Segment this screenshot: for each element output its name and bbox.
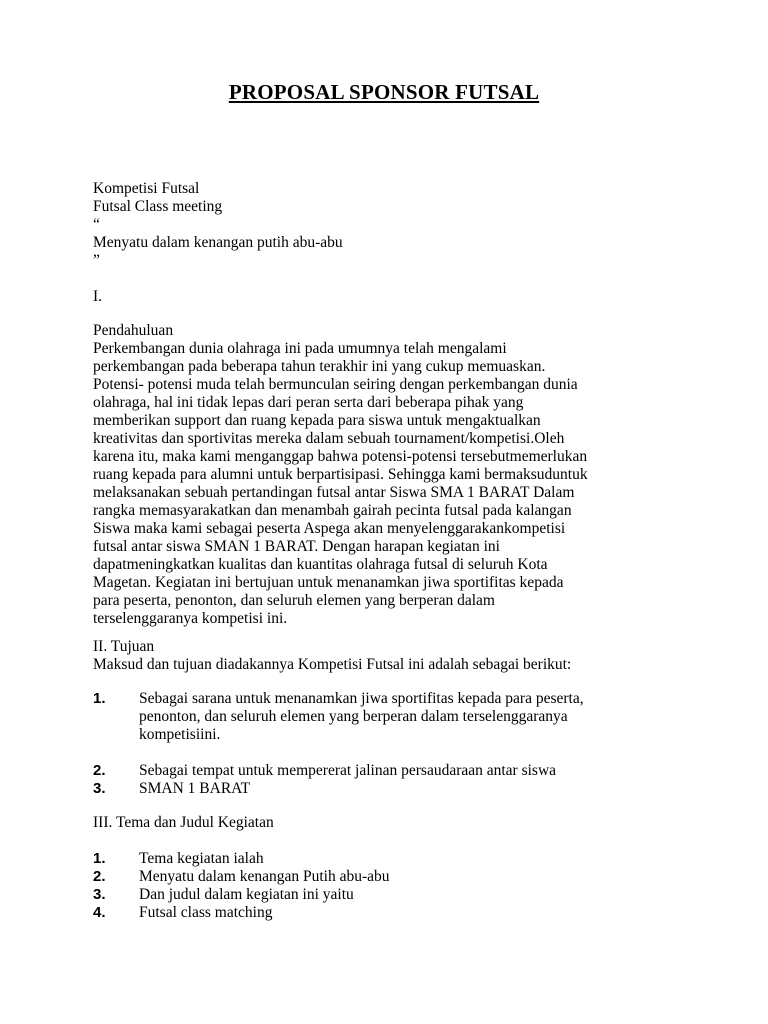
list-item <box>139 762 739 780</box>
list-item-line: kompetisiini. <box>139 726 221 743</box>
paragraph-line: ruang kepada para alumni untuk berpartisipasi. Sehingga kami bermaksuduntuk <box>93 466 588 483</box>
paragraph-line: Magetan. Kegiatan ini bertujuan untuk menanamkan jiwa sportifitas kepada <box>93 574 564 591</box>
section-1-heading: Pendahuluan <box>93 322 174 339</box>
list-item-line: Sebagai tempat untuk mempererat jalinan persaudaraan antar siswa <box>139 762 557 779</box>
paragraph-line: memberikan support dan ruang kepada para siswa untuk mengaktualkan <box>93 412 541 429</box>
list-item-line: penonton, dan seluruh elemen yang berperan dalam terselenggaranya <box>139 708 568 725</box>
list-item-number: 2. <box>93 868 106 885</box>
paragraph-line: futsal antar siswa SMAN 1 BARAT. Dengan harapan kegiatan ini <box>93 538 500 555</box>
list-item-number: 2. <box>93 762 106 779</box>
tagline: Menyatu dalam kenangan putih abu-abu <box>93 234 343 251</box>
paragraph-line: kreativitas dan sportivitas mereka dalam sebuah tournament/kompetisi.Oleh <box>93 430 565 447</box>
paragraph-line: Perkembangan dunia olahraga ini pada umumnya telah mengalami <box>93 340 507 357</box>
paragraph-line: terselenggaranya kompetisi ini. <box>93 610 288 627</box>
section-3-heading: III. Tema dan Judul Kegiatan <box>93 814 274 831</box>
list-item-number: 3. <box>93 780 106 797</box>
section-1-number: I. <box>93 288 103 305</box>
open-quote: “ <box>93 216 100 233</box>
list-item: Futsal class matching <box>139 904 273 921</box>
paragraph-line: Siswa maka kami sebagai peserta Aspega akan menyelenggarakankompetisi <box>93 520 566 537</box>
paragraph-line: Potensi- potensi muda telah bermunculan seiring dengan perkembangan dunia <box>93 376 578 393</box>
section-2-intro: Maksud dan tujuan diadakannya Kompetisi Futsal ini adalah sebagai berikut: <box>93 656 572 673</box>
list-item: Menyatu dalam kenangan Putih abu-abu <box>139 868 390 885</box>
section-2-heading: II. Tujuan <box>93 638 155 655</box>
header-line-competition: Kompetisi Futsal <box>93 180 200 197</box>
paragraph-line: para peserta, penonton, dan seluruh elemen yang berperan dalam <box>93 592 495 609</box>
list-item-number: 1. <box>93 690 106 707</box>
document-title: PROPOSAL SPONSOR FUTSAL <box>228 80 540 104</box>
paragraph-line: olahraga, hal ini tidak lepas dari peran serta dari beberapa pihak yang <box>93 394 524 411</box>
list-item <box>139 690 739 744</box>
list-item <box>139 780 739 798</box>
list-item-number: 3. <box>93 886 106 903</box>
paragraph-line: perkembangan pada beberapa tahun terakhir ini yang cukup memuaskan. <box>93 358 546 375</box>
list-item-line: Sebagai sarana untuk menanamkan jiwa sportifitas kepada para peserta, <box>139 690 584 707</box>
paragraph-line: dapatmeningkatkan kualitas dan kuantitas olahraga futsal di seluruh Kota <box>93 556 548 573</box>
header-line-event: Futsal Class meeting <box>93 198 223 215</box>
list-item-number: 1. <box>93 850 106 867</box>
list-item: Dan judul dalam kegiatan ini yaitu <box>139 886 354 903</box>
close-quote: ” <box>93 252 100 269</box>
paragraph-line: karena itu, maka kami menganggap bahwa potensi-potensi tersebutmemerlukan <box>93 448 588 465</box>
list-item-number: 4. <box>93 904 106 921</box>
paragraph-line: melaksanakan sebuah pertandingan futsal antar Siswa SMA 1 BARAT Dalam <box>93 484 575 501</box>
section-1-paragraph <box>93 340 693 628</box>
list-item-line: SMAN 1 BARAT <box>139 780 251 797</box>
paragraph-line: rangka memasyarakatkan dan menambah gairah pecinta futsal pada kalangan <box>93 502 572 519</box>
list-item: Tema kegiatan ialah <box>139 850 264 867</box>
